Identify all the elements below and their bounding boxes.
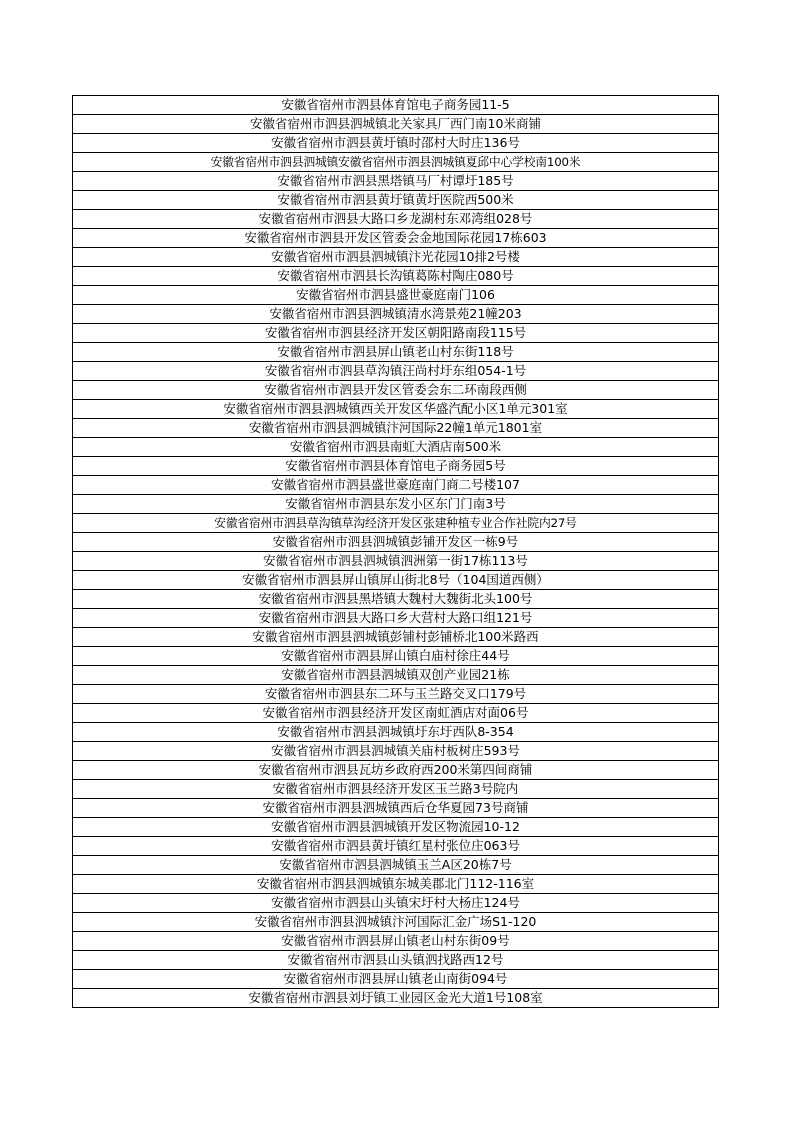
address-cell: 安徽省宿州市泗县草沟镇草沟经济开发区张建种植专业合作社院内27号 [73,514,719,533]
table-row [73,628,719,647]
address-cell: 安徽省宿州市泗县体育馆电子商务园5号 [73,457,719,476]
table-row [73,742,719,761]
table-row [73,913,719,932]
table-row [73,780,719,799]
address-cell: 安徽省宿州市泗县草沟镇汪尚村圩东组054-1号 [73,362,719,381]
table-row [73,172,719,191]
table-row [73,970,719,989]
table-row [73,267,719,286]
address-cell: 安徽省宿州市泗县泗城镇西关开发区华盛汽配小区1单元301室 [73,400,719,419]
table-row [73,495,719,514]
table-row [73,324,719,343]
table-row [73,894,719,913]
address-cell: 安徽省宿州市泗县泗城镇西后仓华夏园73号商铺 [73,799,719,818]
table-row [73,761,719,780]
address-cell: 安徽省宿州市泗县盛世豪庭南门商二号楼107 [73,476,719,495]
address-cell: 安徽省宿州市泗县泗城镇东城美郡北门112-116室 [73,875,719,894]
table-row [73,438,719,457]
address-cell: 安徽省宿州市泗县泗城镇北关家具厂西门南10米商铺 [73,115,719,134]
address-cell: 安徽省宿州市泗县东发小区东门门南3号 [73,495,719,514]
table-row [73,571,719,590]
address-cell: 安徽省宿州市泗县盛世豪庭南门106 [73,286,719,305]
table-row [73,514,719,533]
address-cell: 安徽省宿州市泗县泗城镇圩东圩西队8-354 [73,723,719,742]
table-row [73,286,719,305]
address-cell: 安徽省宿州市泗县瓦坊乡政府西200米第四间商铺 [73,761,719,780]
table-row [73,818,719,837]
table-row [73,609,719,628]
table-row [73,210,719,229]
table-row [73,647,719,666]
address-cell: 安徽省宿州市泗县泗城镇关庙村板树庄593号 [73,742,719,761]
table-row [73,400,719,419]
address-cell: 安徽省宿州市泗县经济开发区朝阳路南段115号 [73,324,719,343]
address-cell: 安徽省宿州市泗县黄圩镇黄圩医院西500米 [73,191,719,210]
address-table-body [73,96,719,1008]
address-cell: 安徽省宿州市泗县刘圩镇工业园区金光大道1号108室 [73,989,719,1008]
table-row [73,856,719,875]
address-cell: 安徽省宿州市泗县泗城镇玉兰A区20栋7号 [73,856,719,875]
table-row [73,134,719,153]
address-cell: 安徽省宿州市泗县开发区管委会金地国际花园17栋603 [73,229,719,248]
table-row [73,96,719,115]
address-cell: 安徽省宿州市泗县泗城镇双创产业园21栋 [73,666,719,685]
table-row [73,533,719,552]
address-cell: 安徽省宿州市泗县黑塔镇大魏村大魏街北头100号 [73,590,719,609]
address-cell: 安徽省宿州市泗县黄圩镇红星村张位庄063号 [73,837,719,856]
table-row [73,381,719,400]
table-row [73,552,719,571]
table-row [73,723,719,742]
table-row [73,704,719,723]
address-table [72,95,719,1008]
table-row [73,457,719,476]
table-row [73,229,719,248]
table-row [73,951,719,970]
address-cell: 安徽省宿州市泗县南虹大酒店南500米 [73,438,719,457]
address-cell: 安徽省宿州市泗县黄圩镇时邵村大时庄136号 [73,134,719,153]
address-cell: 安徽省宿州市泗县泗城镇泗洲第一街17栋113号 [73,552,719,571]
table-row [73,685,719,704]
address-cell: 安徽省宿州市泗县体育馆电子商务园11-5 [73,96,719,115]
address-cell: 安徽省宿州市泗县黑塔镇马厂村谭圩185号 [73,172,719,191]
table-row [73,191,719,210]
address-cell: 安徽省宿州市泗县屏山镇老山村东街09号 [73,932,719,951]
table-row [73,932,719,951]
address-cell: 安徽省宿州市泗县经济开发区南虹酒店对面06号 [73,704,719,723]
address-cell: 安徽省宿州市泗县泗城镇彭铺村彭铺桥北100米路西 [73,628,719,647]
address-cell: 安徽省宿州市泗县泗城镇汴河国际22幢1单元1801室 [73,419,719,438]
table-row [73,837,719,856]
address-cell: 安徽省宿州市泗县泗城镇开发区物流园10-12 [73,818,719,837]
address-cell: 安徽省宿州市泗县屏山镇屏山街北8号（104国道西侧） [73,571,719,590]
table-row [73,476,719,495]
table-row [73,875,719,894]
address-cell: 安徽省宿州市泗县屏山镇老山南街094号 [73,970,719,989]
address-cell: 安徽省宿州市泗县东二环与玉兰路交叉口179号 [73,685,719,704]
table-row [73,153,719,172]
table-row [73,362,719,381]
table-row [73,343,719,362]
address-cell: 安徽省宿州市泗县屏山镇白庙村徐庄44号 [73,647,719,666]
table-row [73,248,719,267]
address-cell: 安徽省宿州市泗县经济开发区玉兰路3号院内 [73,780,719,799]
address-cell: 安徽省宿州市泗县山头镇泗找路西12号 [73,951,719,970]
table-row [73,666,719,685]
address-cell: 安徽省宿州市泗县大路口乡龙湖村东邓湾组028号 [73,210,719,229]
address-cell: 安徽省宿州市泗县泗城镇汴河国际汇金广场S1-120 [73,913,719,932]
table-row [73,799,719,818]
address-cell: 安徽省宿州市泗县大路口乡大营村大路口组121号 [73,609,719,628]
table-row [73,115,719,134]
address-cell: 安徽省宿州市泗县泗城镇汴光花园10排2号楼 [73,248,719,267]
address-cell: 安徽省宿州市泗县开发区管委会东二环南段西侧 [73,381,719,400]
table-row [73,305,719,324]
address-cell: 安徽省宿州市泗县屏山镇老山村东街118号 [73,343,719,362]
address-cell: 安徽省宿州市泗县山头镇宋圩村大杨庄124号 [73,894,719,913]
table-row [73,989,719,1008]
address-cell: 安徽省宿州市泗县泗城镇清水湾景苑21幢203 [73,305,719,324]
table-row [73,590,719,609]
address-cell: 安徽省宿州市泗县长沟镇葛陈村陶庄080号 [73,267,719,286]
table-row [73,419,719,438]
address-cell: 安徽省宿州市泗县泗城镇彭铺开发区一栋9号 [73,533,719,552]
address-cell: 安徽省宿州市泗县泗城镇安徽省宿州市泗县泗城镇夏邱中心学校南100米 [73,153,719,172]
